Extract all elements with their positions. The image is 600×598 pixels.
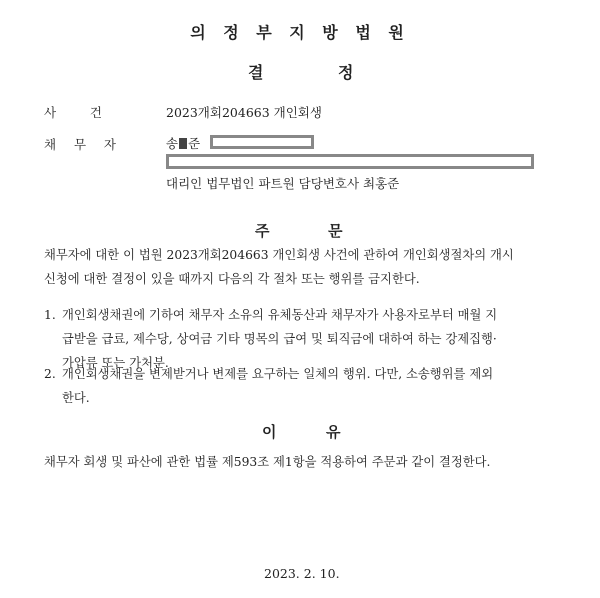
reason-heading-char-1: 이 xyxy=(262,423,277,441)
debtor-label: 채 무 자 xyxy=(44,137,116,152)
list-item: 개인회생채권에 기하여 채무자 소유의 유체동산과 채무자가 사용자로부터 매월 지 급받을 급료, 제수당, 상여금 기타 명목의 급여 및 퇴직금에 대하여 하는 강제집행· 가압류 또는 가처분. xyxy=(62,308,498,370)
debtor-name-suffix: 준 xyxy=(188,136,201,151)
case-label: 사 건 xyxy=(44,105,102,120)
order-intro-line: 채무자에 대한 이 법원 2023개회204663 개인회생 사건에 관하여 개인회생절차의 개시 xyxy=(44,248,514,262)
item-number: 1. xyxy=(44,308,56,322)
document-title-char-2: 정 xyxy=(338,63,354,82)
order-heading-char-1: 주 xyxy=(255,222,270,240)
document-title-char-1: 결 xyxy=(248,63,264,82)
reason-heading-char-2: 유 xyxy=(326,423,341,441)
case-number: 2023개회204663 개인회생 xyxy=(166,105,322,120)
debtor-name-prefix: 송 xyxy=(166,136,179,151)
address-redaction-box xyxy=(166,154,534,169)
order-intro-line: 신청에 대한 결정이 있을 때까지 다음의 각 절차 또는 행위를 금지한다. xyxy=(44,272,420,286)
order-intro xyxy=(44,243,574,291)
debtor-name xyxy=(166,134,200,152)
list-item: 개인회생채권을 변제받거나 변제를 요구하는 일체의 행위. 다만, 소송행위를 제외 한다. xyxy=(62,367,494,405)
item-number: 2. xyxy=(44,367,56,381)
reason-text: 채무자 회생 및 파산에 관한 법률 제593조 제1항을 적용하여 주문과 같이 결정한다. xyxy=(44,455,491,469)
name-redaction-mark xyxy=(179,138,187,149)
decision-date: 2023. 2. 10. xyxy=(264,566,340,581)
legal-representative: 대리인 법무법인 파트원 담당변호사 최홍준 xyxy=(166,176,400,191)
order-heading-char-2: 문 xyxy=(328,222,343,240)
court-name: 의 정 부 지 방 법 원 xyxy=(190,23,410,42)
redaction-box xyxy=(210,135,314,149)
